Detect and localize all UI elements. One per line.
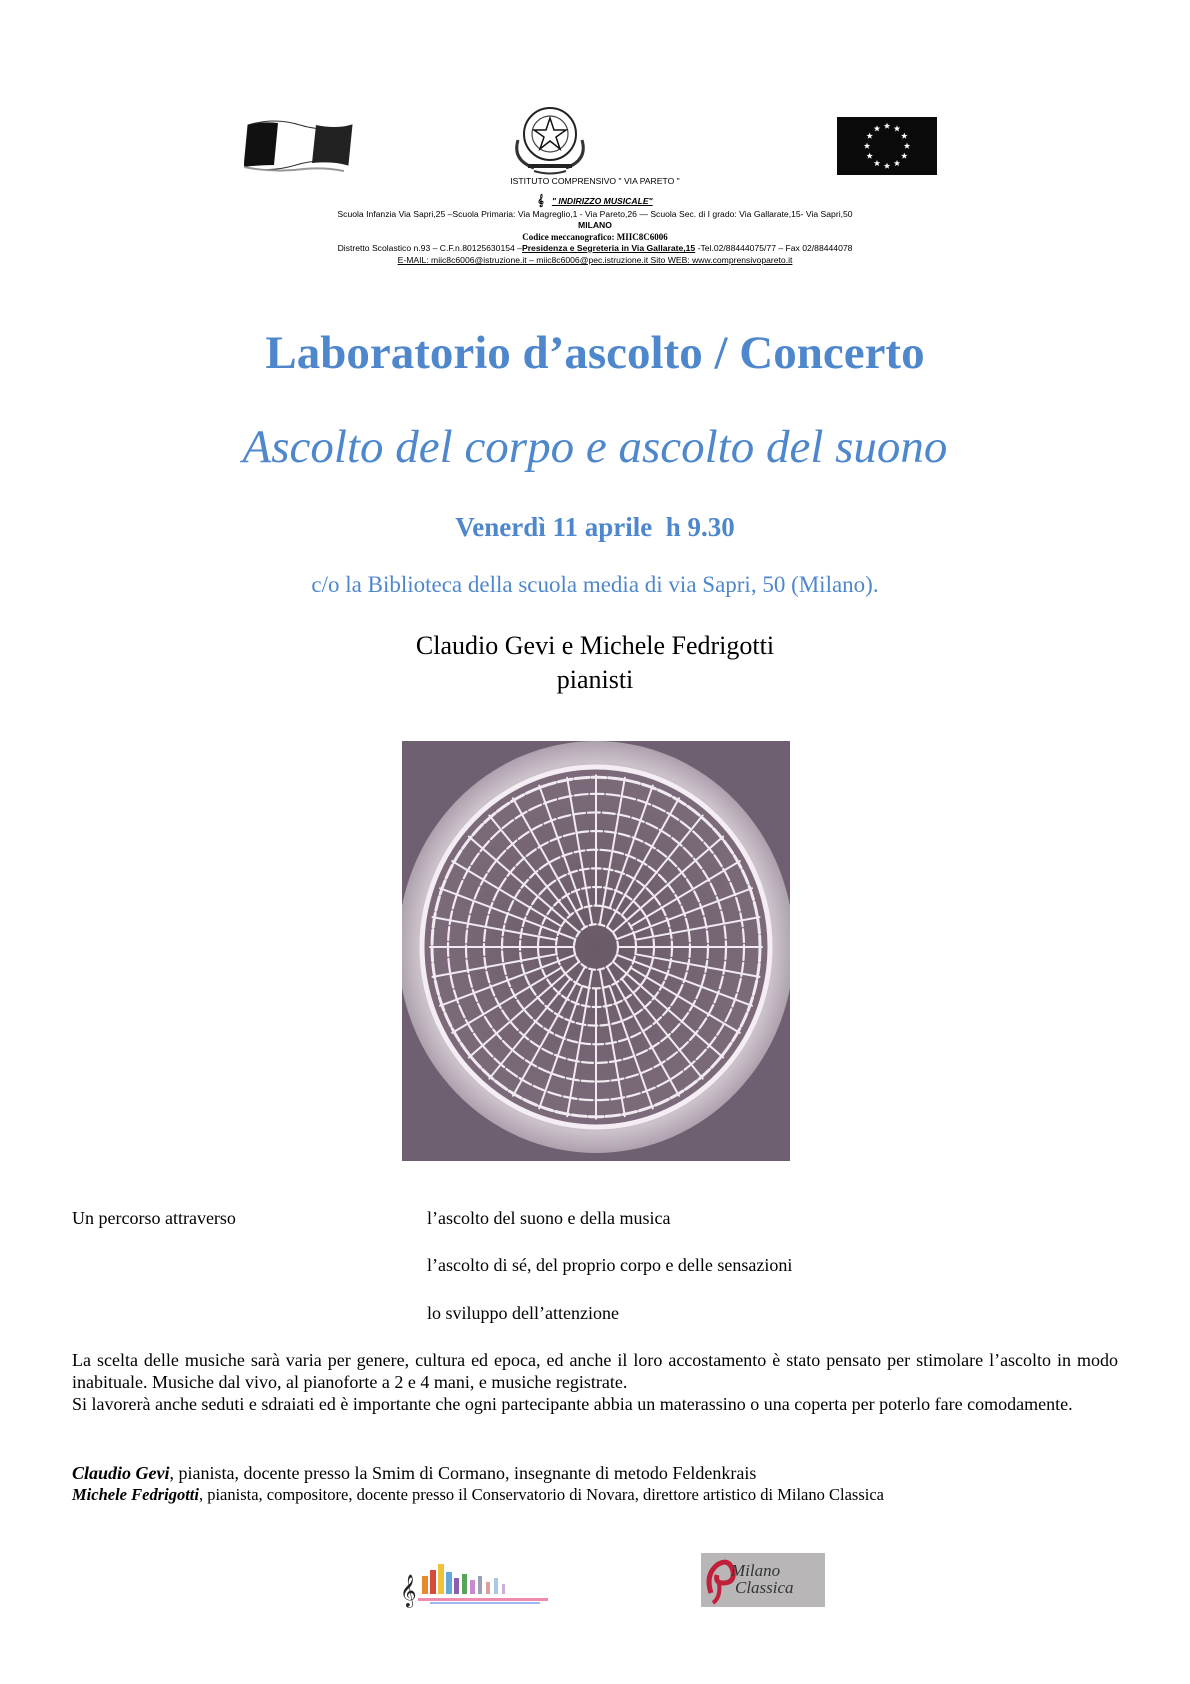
description-paragraph: Si lavorerà anche seduti e sdraiati ed è importante che ogni partecipante abbia un materassino o una coperta per poterlo fare comodamente. — [72, 1394, 1073, 1414]
institute-name: ISTITUTO COMPRENSIVO " VIA PARETO " — [510, 176, 680, 186]
italian-flag-icon — [244, 117, 356, 177]
treble-clef-icon: 𝄞 — [537, 195, 544, 207]
program-item: l’ascolto del suono e della musica — [427, 1208, 671, 1228]
event-location: c/o la Biblioteca della scuola media di via Sapri, 50 (Milano). — [311, 572, 879, 597]
letterhead — [0, 0, 1190, 280]
program-item: lo sviluppo dell’attenzione — [427, 1303, 619, 1323]
bio-text: , pianista, compositore, docente presso il Conservatorio di Novara, direttore artistico di Milano Classica — [198, 1485, 884, 1504]
bio-fedrigotti — [72, 1484, 1132, 1506]
event-datetime: Venerdì 11 aprile h 9.30 — [455, 512, 735, 542]
program-intro: Un percorso attraverso — [72, 1208, 236, 1228]
schools-list: Scuola Infanzia Via Sapri,25 –Scuola Primaria: Via Magreglio,1 - Via Pareto,26 — Scuola Sec. di I grado: Via Gallarate,15- Via Sapri,50 — [337, 209, 853, 219]
italian-republic-emblem-icon — [504, 100, 596, 176]
chladni-pattern-image — [402, 741, 790, 1161]
bio-text: , pianista, docente presso la Smim di Cormano, insegnante di metodo Feldenkrais — [169, 1463, 757, 1483]
milano-classica-line2: Classica — [735, 1578, 794, 1597]
sapri-music-logo-icon — [400, 1556, 556, 1608]
milano-classica-line1: Milano — [731, 1561, 781, 1580]
indirizzo-musicale — [200, 196, 990, 207]
bio-name: Claudio Gevi — [72, 1463, 170, 1483]
contacts-line: E-MAIL: miic8c6006@istruzione.it – miic8c6006@pec.istruzione.it Sito WEB: www.comprensivopareto.it — [397, 255, 793, 265]
distretto-prefix: Distretto Scolastico n.93 – C.F.n.80125630154 – — [337, 243, 522, 253]
performers-role: pianisti — [556, 665, 634, 694]
city: MILANO — [578, 220, 612, 230]
phone-fax: -Tel.02/88444075/77 – Fax 02/88444078 — [695, 243, 853, 253]
european-union-flag-icon — [837, 117, 937, 175]
milano-classica-logo — [701, 1553, 825, 1607]
milano-classica-wordmark — [731, 1562, 794, 1596]
event-title: Laboratorio d’ascolto / Concerto — [265, 327, 925, 379]
performers: Claudio Gevi e Michele Fedrigotti — [415, 631, 775, 660]
event-subtitle: Ascolto del corpo e ascolto del suono — [242, 421, 948, 473]
bios — [72, 1462, 1132, 1506]
codice-meccanografico: Codice meccanografico: MIIC8C6006 — [522, 232, 668, 242]
description-paragraph: La scelta delle musiche sarà varia per genere, cultura ed epoca, ed anche il loro accostamento è stato pensato per stimolare l’ascolto in modo inabituale. Musiche dal vivo, al pianoforte a 2 e 4 mani, e musiche registrate. — [72, 1350, 1118, 1392]
description — [72, 1349, 1118, 1415]
indirizzo-label: " INDIRIZZO MUSICALE" — [551, 196, 653, 206]
bio-name: Michele Fedrigotti — [72, 1485, 199, 1504]
distretto-line — [200, 243, 990, 254]
svg-text:𝄞: 𝄞 — [400, 1574, 417, 1607]
program-item: l’ascolto di sé, del proprio corpo e delle sensazioni — [427, 1255, 793, 1275]
bio-gevi — [72, 1462, 1132, 1484]
segreteria-address: Presidenza e Segreteria in Via Gallarate,15 — [521, 243, 696, 253]
